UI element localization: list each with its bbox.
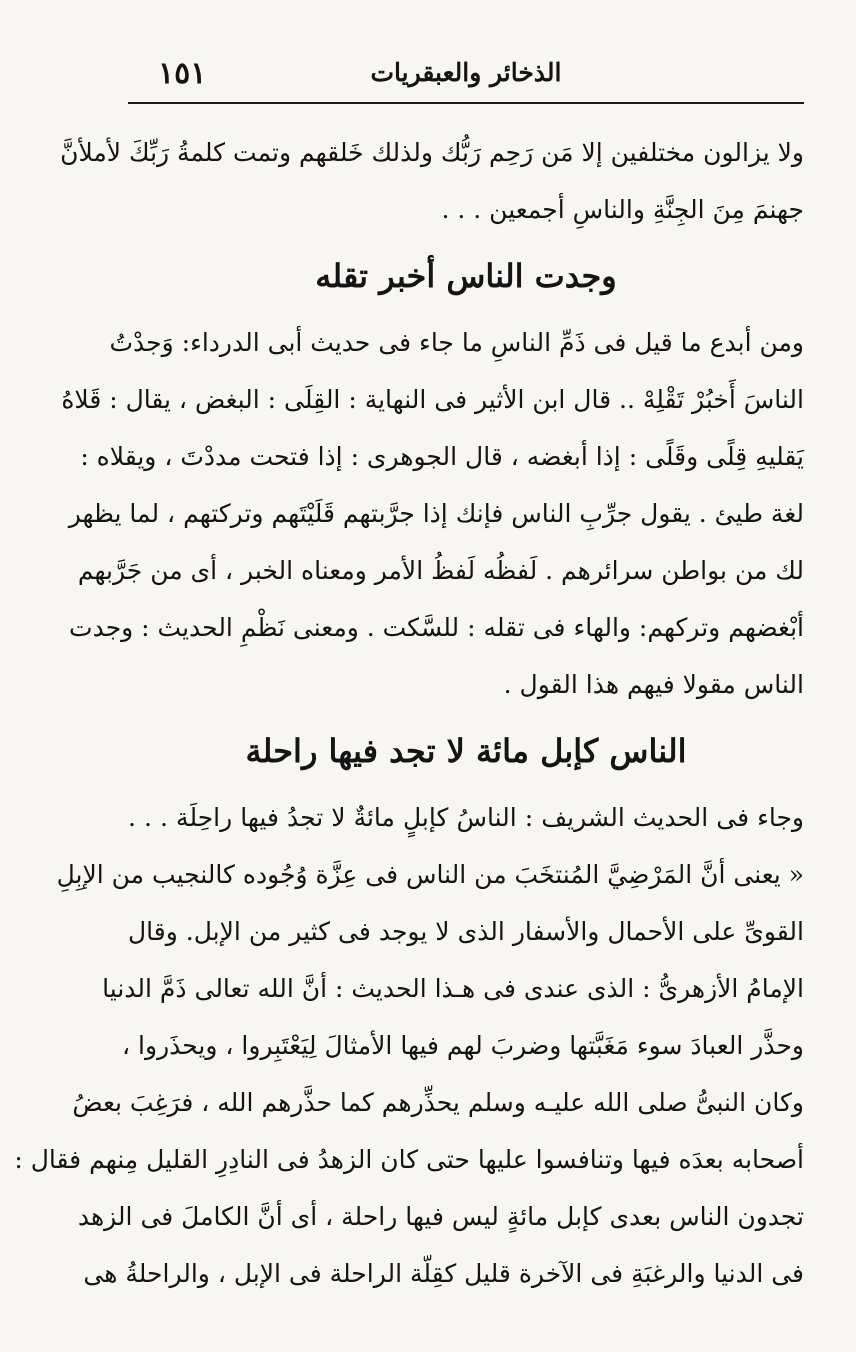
text-line: يَقليهِ قِلًى وقَلًى : إذا أبغضه ، قال الجوهرى : إذا فتحت مددْتَ ، ويقلاه :	[80, 442, 804, 471]
header-rule	[128, 102, 804, 104]
text-line: أصحابه بعدَه فيها وتنافسوا عليها حتى كان الزهدُ فى النادِرِ القليل مِنهم فقال :	[14, 1145, 804, 1174]
text-line: وحذَّر العبادَ سوء مَغَبَّتها وضربَ لهم فيها الأمثالَ لِيَعْتَبِروا ، ويحذَروا ،	[122, 1031, 804, 1060]
text-line: جهنمَ مِنَ الجِنَّةِ والناسِ أجمعين . . .	[441, 195, 804, 224]
page-header	[128, 52, 804, 104]
text-line: ولا يزالون مختلفين إلا مَن رَحِم رَبُّك ولذلك خَلقهم وتمت كلمةُ رَبِّكَ لأملأنَّ	[60, 138, 804, 167]
text-line: الناسَ أَخبُرْ تَقْلِهْ .. قال ابن الأثير فى النهاية : القِلَى : البغض ، يقال : قَلاهُ	[61, 385, 804, 414]
text-line: فى الدنيا والرغبَةِ فى الآخرة قليل كقِلّة الراحلة فى الإبل ، والراحلةُ هى	[83, 1259, 804, 1288]
text-line: لغة طيئ . يقول جرِّبِ الناس فإنك إذا جرَّبتهم قَلَيْتَهم وتركتهم ، لما يظهر	[68, 499, 804, 528]
page-body	[14, 124, 805, 1302]
section-heading: وجدت الناس أخبر تقله	[315, 257, 617, 295]
text-line: القوىِّ على الأحمال والأسفار الذى لا يوجد فى كثير من الإبل. وقال	[128, 917, 805, 946]
text-line: « يعنى أنَّ المَرْضِيَّ المُنتخَبَ من الناس فى عِزَّة وُجُوده كالنجيب من الإبِلِ	[56, 860, 804, 889]
page-number: ١٥١	[158, 56, 207, 91]
text-line: ومن أبدع ما قيل فى ذَمِّ الناسِ ما جاء فى حديث أبى الدرداء: وَجدْتُ	[109, 328, 804, 357]
text-line: وكان النبىُّ صلى الله عليـه وسلم يحذِّرهم كما حذَّرهم الله ، فرَغِبَ بعضُ	[72, 1088, 804, 1117]
text-line: الناس مقولا فيهم هذا القول .	[503, 670, 804, 699]
section-heading: الناس كإبل مائة لا تجد فيها راحلة	[245, 732, 687, 770]
running-title: الذخائر والعبقريات	[370, 58, 562, 87]
text-line: تجدون الناس بعدى كإبل مائةٍ ليس فيها راحلة ، أى أنَّ الكاملَ فى الزهد	[77, 1202, 804, 1231]
text-line: أبْغضهم وتركهم: والهاء فى تقله : للسَّكت . ومعنى نَظْمِ الحديث : وجدت	[69, 613, 804, 642]
text-line: وجاء فى الحديث الشريف : الناسُ كإبلٍ مائةٌ لا تجدُ فيها راحِلَة . . .	[128, 803, 804, 832]
text-line: الإمامُ الأزهرىُّ : الذى عندى فى هـذا الحديث : أنَّ الله تعالى ذَمَّ الدنيا	[102, 974, 804, 1003]
text-line: لك من بواطن سرائرهم . لَفظُه لَفظُ الأمر ومعناه الخبر ، أى من جَرَّبهم	[77, 556, 804, 585]
